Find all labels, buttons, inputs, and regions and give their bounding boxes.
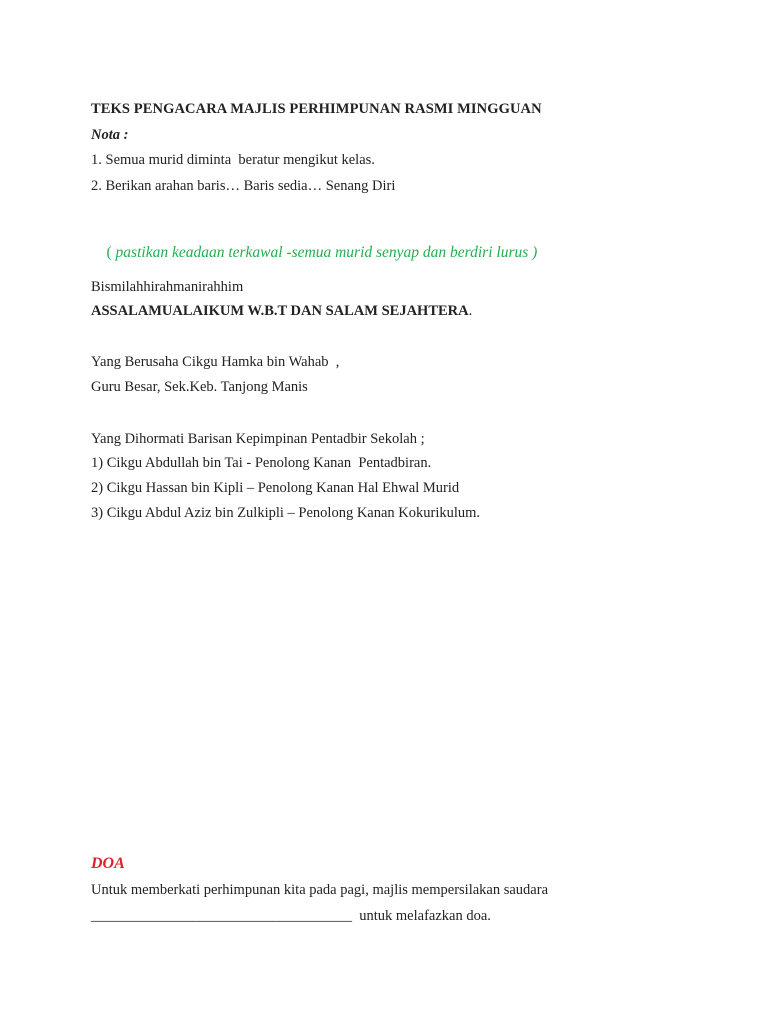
greeting-line	[91, 302, 472, 320]
nota-item-1: 1. Semua murid diminta beratur mengikut kelas.	[91, 152, 375, 168]
instruction-note	[91, 226, 537, 280]
address-headmaster-position: Guru Besar, Sek.Keb. Tanjong Manis	[91, 379, 308, 395]
greeting-period: .	[468, 303, 473, 319]
doa-line-1: Untuk memberkati perhimpunan kita pada pagi, majlis mempersilakan saudara	[91, 882, 549, 898]
leadership-item-3: 3) Cikgu Abdul Aziz bin Zulkipli – Penolong Kanan Kokurikulum.	[91, 505, 481, 521]
address-leadership-intro: Yang Dihormati Barisan Kepimpinan Pentadbir Sekolah ;	[91, 431, 425, 447]
instruction-text: pastikan keadaan terkawal -semua murid senyap dan berdiri lurus )	[115, 244, 538, 261]
doa-line-2-suffix: untuk melafazkan doa.	[352, 908, 491, 924]
doa-heading: DOA	[91, 855, 125, 872]
nota-item-2: 2. Berikan arahan baris… Baris sedia… Senang Diri	[91, 178, 396, 194]
address-headmaster-name: Yang Berusaha Cikgu Hamka bin Wahab ,	[91, 354, 340, 370]
doa-line-2	[91, 907, 491, 925]
instruction-open-paren: (	[106, 244, 116, 261]
bismillah: Bismilahhirahmanirahhim	[91, 279, 244, 295]
greeting: ASSALAMUALAIKUM W.B.T DAN SALAM SEJAHTERA	[91, 303, 469, 319]
document-title: TEKS PENGACARA MAJLIS PERHIMPUNAN RASMI MINGGUAN	[91, 101, 542, 117]
nota-label: Nota :	[91, 127, 129, 143]
doa-name-blank: ____________________________________	[91, 908, 352, 924]
leadership-item-2: 2) Cikgu Hassan bin Kipli – Penolong Kanan Hal Ehwal Murid	[91, 480, 460, 496]
leadership-item-1: 1) Cikgu Abdullah bin Tai - Penolong Kanan Pentadbiran.	[91, 455, 432, 471]
